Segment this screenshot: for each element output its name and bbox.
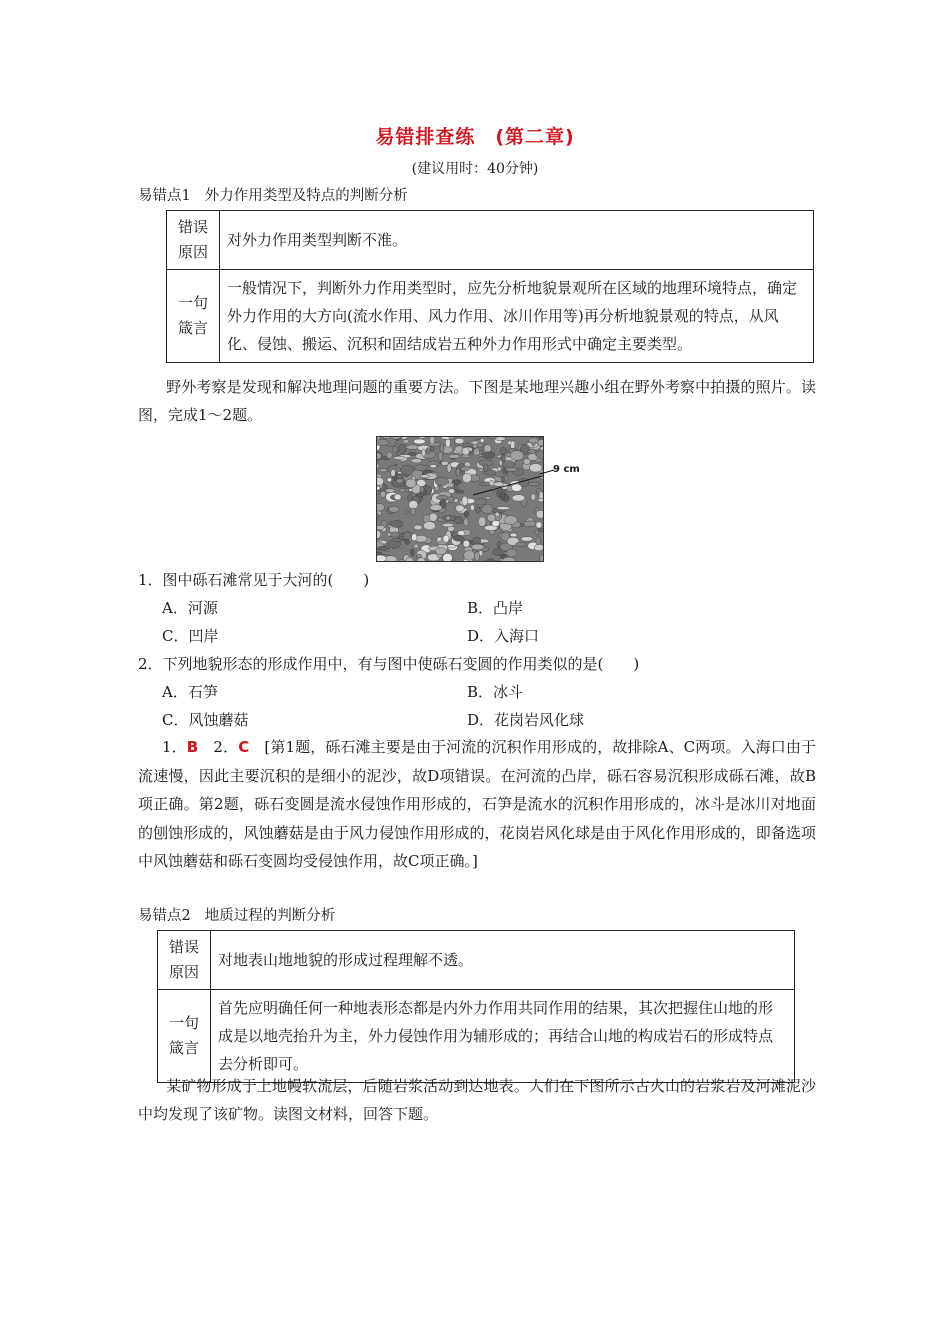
pebble: [462, 473, 471, 483]
pebble: [426, 448, 431, 454]
section-1-reason-label-text: 错误 原因: [177, 218, 208, 261]
pebble: [448, 496, 455, 502]
pebble: [527, 482, 540, 485]
gravel-beach-photo: [376, 436, 544, 562]
pebble: [497, 507, 510, 510]
pebble: [410, 549, 414, 556]
pebble: [380, 491, 386, 497]
pebble: [540, 554, 543, 561]
pebble: [500, 492, 505, 500]
question-2-stem: 2．下列地貌形态的形成作用中，有与图中使砾石变圆的作用类似的是( ): [138, 655, 640, 673]
pebble: [470, 505, 474, 511]
pebble: [464, 551, 475, 561]
pebble: [473, 444, 478, 448]
pebble: [463, 540, 470, 547]
pebble: [387, 478, 392, 482]
page-subtitle: (建议用时：40分钟): [411, 161, 539, 177]
intro-2-text: 某矿物形成于上地幔软流层，后随岩浆活动到达地表。人们在下图所示古火山的岩浆岩及河滩泥沙中均发现了该矿物。读图文材料，回答下题。: [138, 1077, 816, 1123]
pebble: [462, 496, 468, 506]
pebble: [430, 465, 436, 468]
pebble: [489, 480, 494, 485]
section-2-heading: [138, 904, 335, 925]
pebble: [429, 513, 437, 521]
pebble: [487, 514, 496, 522]
pebble: [475, 499, 487, 505]
pebble: [443, 535, 449, 542]
pebble: [511, 484, 521, 491]
page-title: 易错排查练 (第二章): [375, 126, 575, 148]
pebble: [482, 452, 494, 459]
pebble: [414, 465, 427, 471]
pebble: [406, 557, 414, 561]
pebble: [391, 469, 396, 476]
section-2-advice-label-text: 一句 箴言: [168, 1014, 199, 1057]
pebble: [506, 549, 517, 557]
pebble: [500, 447, 506, 454]
pebble: [536, 522, 542, 528]
pebble: [437, 537, 442, 542]
pebble: [460, 463, 464, 467]
section-1-table: [166, 210, 814, 363]
pebble: [510, 533, 517, 537]
pebble: [420, 475, 429, 478]
pebble: [414, 525, 422, 530]
section-2-reason-label: [158, 931, 211, 990]
pebble: [430, 505, 442, 511]
question-2-option-d: D．花岗岩风化球: [467, 711, 585, 729]
pebble: [390, 520, 402, 527]
section-1-reason-row: [167, 211, 814, 270]
pebble: [461, 455, 470, 458]
answer-2-key: C: [238, 738, 250, 756]
pebble: [453, 535, 464, 541]
section-2-advice-label: [158, 990, 211, 1083]
intro-paragraph-1: [138, 373, 816, 429]
pebble: [485, 496, 490, 499]
scale-label: 9 cm: [553, 464, 580, 475]
pebble: [476, 507, 480, 514]
section-2-reason-text: 对地表山地地貌的形成过程理解不透。: [211, 931, 795, 990]
pebble: [435, 477, 448, 486]
pebble: [418, 437, 425, 439]
pebble: [441, 461, 448, 465]
pebble: [464, 510, 469, 516]
pebble: [495, 512, 499, 517]
pebble: [456, 468, 461, 476]
section-2-reason-row: [158, 931, 795, 990]
pebble: [504, 516, 518, 525]
pebble: [501, 455, 506, 462]
pebble: [405, 539, 409, 544]
pebble: [394, 456, 406, 459]
section-2-table: [157, 930, 795, 1083]
answer-explanation: [第1题，砾石滩主要是由于河流的沉积作用形成的，故排除A、C两项。入海口由于流速慢，因此主要沉积的是细小的泥沙，故D项错误。在河流的凸岸，砾石容易沉积形成砾石滩，故B项正确。第2题，砾石变圆是流水侵蚀作用形成的，石笋是流水的沉积作用形成的，冰斗是冰川对地面的刨蚀形成的，风蚀蘑菇是由于风力侵蚀作用形成的，花岗岩风化球是由于风化作用形成的，即备选项中风蚀蘑菇和砾石变圆均受侵蚀作用，故C项正确。]: [138, 738, 816, 871]
pebble: [510, 451, 523, 461]
section-2-advice-text: 首先应明确任何一种地表形态都是内外力作用共同作用的结果，其次把握住山地的形成是以地壳抬升为主，外力侵蚀作用为辅形成的；再结合山地的构成岩石的形成特点去分析即可。: [211, 990, 795, 1083]
pebble: [379, 469, 388, 472]
pebble: [398, 444, 406, 453]
question-1-option-c: C．凹岸: [162, 627, 219, 645]
pebble: [443, 553, 453, 561]
pebble: [409, 500, 418, 509]
section-1-reason-text: 对外力作用类型判断不准。: [220, 211, 814, 270]
section-2-title: 地质过程的判断分析: [204, 908, 336, 924]
section-1-reason-label: [167, 211, 220, 270]
section-2-number: 易错点2: [138, 908, 191, 924]
pebble: [385, 489, 395, 493]
answer-2-number: 2．: [213, 738, 239, 756]
section-2-advice-row: [158, 990, 795, 1083]
pebble: [435, 548, 446, 555]
pebble: [473, 537, 481, 544]
answer-1-number: 1．: [162, 738, 187, 756]
intro-paragraph-2: [138, 1072, 816, 1128]
pebble: [377, 525, 384, 530]
pebble: [400, 489, 406, 492]
pebble: [423, 522, 435, 530]
pebble: [403, 439, 409, 443]
pebble: [377, 546, 391, 550]
pebble: [410, 508, 415, 515]
section-1-advice-row: [167, 270, 814, 363]
answer-1-key: B: [186, 738, 199, 756]
pebble: [411, 459, 422, 463]
pebble: [464, 518, 469, 526]
pebble: [386, 452, 392, 459]
pebble: [497, 467, 501, 471]
pebble: [455, 490, 464, 493]
pebble: [430, 437, 435, 445]
pebble: [389, 506, 399, 512]
pebble: [396, 479, 403, 484]
pebble: [528, 450, 536, 454]
pebble: [516, 542, 527, 547]
section-1-title: 外力作用类型及特点的判断分析: [204, 188, 408, 204]
question-2-option-c: C．风蚀蘑菇: [162, 711, 249, 729]
pebble: [404, 510, 408, 514]
pebble: [377, 439, 389, 445]
pebble: [456, 505, 465, 512]
question-2-option-b: B．冰斗: [467, 683, 524, 701]
question-1-option-d: D．入海口: [467, 627, 540, 645]
pebble: [449, 455, 460, 459]
pebble: [462, 447, 469, 455]
pebble: [538, 529, 543, 532]
pebble: [503, 469, 507, 474]
pebble: [440, 444, 444, 453]
pebble: [452, 480, 462, 484]
pebble: [493, 482, 504, 486]
question-1-option-b: B．凸岸: [467, 599, 524, 617]
answer-block: [138, 733, 816, 876]
pebble: [406, 445, 419, 450]
pebble: [501, 477, 505, 482]
pebble: [408, 494, 413, 501]
pebble: [390, 532, 400, 537]
pebble: [480, 439, 484, 443]
pebble: [414, 439, 426, 444]
pebble: [524, 521, 537, 527]
pebble: [538, 498, 544, 502]
pebble: [394, 494, 401, 500]
pebble: [414, 544, 419, 548]
pebble: [471, 544, 484, 550]
pebble: [416, 554, 422, 558]
pebble: [484, 445, 491, 453]
section-2-reason-label-text: 错误 原因: [168, 938, 199, 981]
gravel-pattern: [377, 437, 543, 561]
pebble: [411, 534, 417, 541]
pebble: [536, 510, 543, 518]
pebble: [475, 552, 480, 561]
pebble: [512, 495, 525, 502]
pebble: [403, 532, 412, 540]
pebble: [420, 487, 424, 493]
question-1-stem: 1．图中砾石滩常见于大河的( ): [138, 571, 370, 589]
pebble: [478, 517, 486, 527]
pebble: [400, 465, 413, 475]
pebble: [531, 494, 536, 500]
pebble: [436, 495, 448, 499]
pebble: [455, 438, 464, 444]
section-1-heading: [138, 184, 408, 205]
section-1-number: 易错点1: [138, 188, 191, 204]
pebble: [483, 464, 488, 472]
pebble: [495, 437, 505, 441]
section-1-advice-label-text: 一句 箴言: [177, 294, 208, 337]
pebble: [538, 439, 543, 446]
pebble: [536, 537, 541, 545]
pebble: [422, 449, 426, 456]
pebble: [446, 516, 450, 520]
intro-1-text: 野外考察是发现和解决地理问题的重要方法。下图是某地理兴趣小组在野外考察中拍摄的照片。读图，完成1～2题。: [138, 378, 816, 424]
question-2-option-a: A．石笋: [162, 683, 218, 701]
pebble: [523, 459, 530, 465]
pebble: [397, 475, 403, 479]
pebble: [528, 438, 538, 443]
section-1-advice-text: 一般情况下，判断外力作用类型时，应先分析地貌景观所在区域的地理环境特点，确定外力作用的大方向(流水作用、风力作用、冰川作用等)再分析地貌景观的特点，从风化、侵蚀、搬运、沉积和固结成岩五种外力作用形式中确定主要类型。: [220, 270, 814, 363]
question-1-option-a: A．河源: [162, 599, 218, 617]
pebble: [406, 479, 417, 488]
pebble: [521, 537, 533, 542]
section-1-advice-label: [167, 270, 220, 363]
